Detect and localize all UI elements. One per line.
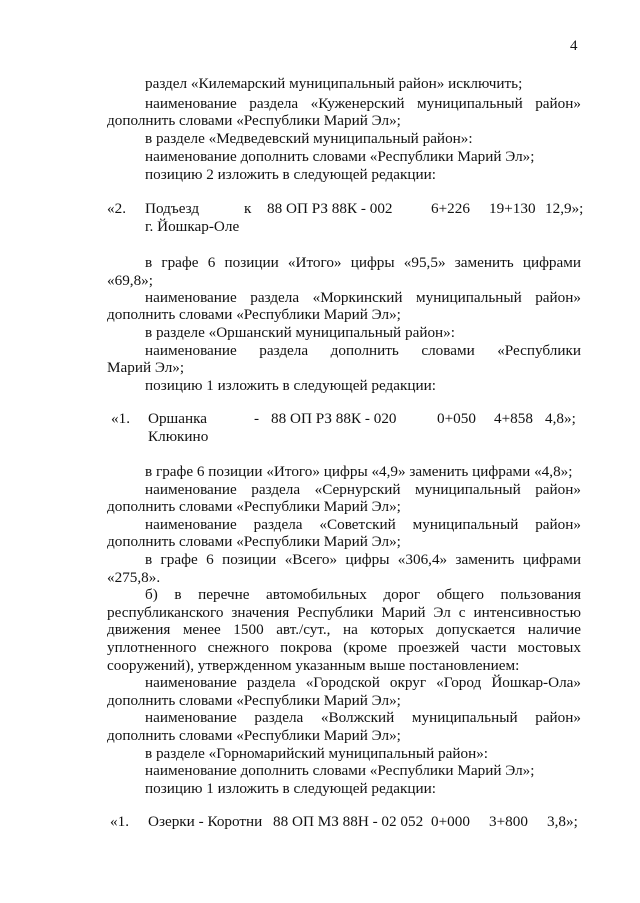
text-line: в графе 6 позиции «Всего» цифры «306,4» заменить цифрами — [145, 551, 581, 568]
entry-name-continued: г. Йошкар-Оле — [145, 218, 240, 235]
text-line: наименование дополнить словами «Республики Марий Эл»; — [145, 148, 535, 165]
text-line: движения менее 1500 авт./сут., на которых допускается наличие — [107, 621, 581, 638]
text-line: уплотненного снежного покрова (кроме проезжей части мостовых — [107, 639, 581, 656]
text-line: «69,8»; — [107, 272, 153, 289]
entry-name-continued: Клюкино — [148, 428, 209, 445]
entry-end: 3+800 — [489, 813, 528, 830]
entry-start: 0+050 — [437, 410, 476, 427]
text-line: наименование раздела «Сернурский муниципальный район» — [145, 481, 581, 498]
text-line: дополнить словами «Республики Марий Эл»; — [107, 692, 401, 709]
entry-name: Подъезд — [145, 200, 200, 217]
text-line: дополнить словами «Республики Марий Эл»; — [107, 727, 401, 744]
entry-number: «1. — [110, 813, 129, 830]
text-line: позицию 1 изложить в следующей редакции: — [145, 377, 436, 394]
text-line: наименование дополнить словами «Республики Марий Эл»; — [145, 762, 535, 779]
page-number: 4 — [570, 38, 578, 54]
entry-start: 6+226 — [431, 200, 470, 217]
entry-dash: - — [254, 410, 260, 427]
text-line: в разделе «Горномарийский муниципальный район»: — [145, 745, 489, 762]
text-line: наименование раздела «Моркинский муниципальный район» — [145, 289, 581, 306]
entry-code: 88 ОП МЗ 88Н - 02 052 — [273, 813, 424, 830]
text-line: республиканского значения Республики Марий Эл с интенсивностью — [107, 604, 581, 621]
text-line: наименование раздела дополнить словами «Республики — [145, 342, 581, 359]
entry-code: 88 ОП РЗ 88К - 020 — [271, 410, 397, 427]
entry-end: 4+858 — [494, 410, 533, 427]
text-line: в разделе «Медведевский муниципальный район»: — [145, 130, 473, 147]
text-line: позицию 2 изложить в следующей редакции: — [145, 166, 436, 183]
text-line: б) в перечне автомобильных дорог общего пользования — [145, 586, 581, 603]
text-line: в графе 6 позиции «Итого» цифры «95,5» заменить цифрами — [145, 254, 581, 271]
entry-name-preposition: к — [244, 200, 252, 217]
text-line: «275,8». — [107, 569, 161, 586]
entry-start: 0+000 — [431, 813, 470, 830]
text-line: раздел «Килемарский муниципальный район» исключить; — [145, 75, 523, 92]
text-line: наименование раздела «Советский муниципальный район» — [145, 516, 581, 533]
text-line: в разделе «Оршанский муниципальный район»: — [145, 324, 455, 341]
text-line: дополнить словами «Республики Марий Эл»; — [107, 533, 401, 550]
entry-length: 3,8»; — [547, 813, 578, 830]
text-line: Марий Эл»; — [107, 359, 185, 376]
entry-length: 12,9»; — [545, 200, 584, 217]
entry-code: 88 ОП РЗ 88К - 002 — [267, 200, 393, 217]
entry-length: 4,8»; — [545, 410, 576, 427]
text-line: наименование раздела «Городской округ «Город Йошкар-Ола» — [145, 674, 581, 691]
text-line: в графе 6 позиции «Итого» цифры «4,9» заменить цифрами «4,8»; — [145, 463, 573, 480]
entry-name: Озерки - Коротни — [148, 813, 263, 830]
entry-number: «1. — [111, 410, 130, 427]
text-line: дополнить словами «Республики Марий Эл»; — [107, 498, 401, 515]
entry-name: Оршанка — [148, 410, 208, 427]
entry-number: «2. — [107, 200, 126, 217]
entry-end: 19+130 — [489, 200, 536, 217]
text-line: наименование раздела «Куженерский муниципальный район» — [145, 95, 581, 112]
text-line: дополнить словами «Республики Марий Эл»; — [107, 112, 401, 129]
text-line: дополнить словами «Республики Марий Эл»; — [107, 306, 401, 323]
text-line: позицию 1 изложить в следующей редакции: — [145, 780, 436, 797]
text-line: наименование раздела «Волжский муниципальный район» — [145, 709, 581, 726]
text-line: сооружений), утвержденном указанным выше постановлением: — [107, 657, 520, 674]
